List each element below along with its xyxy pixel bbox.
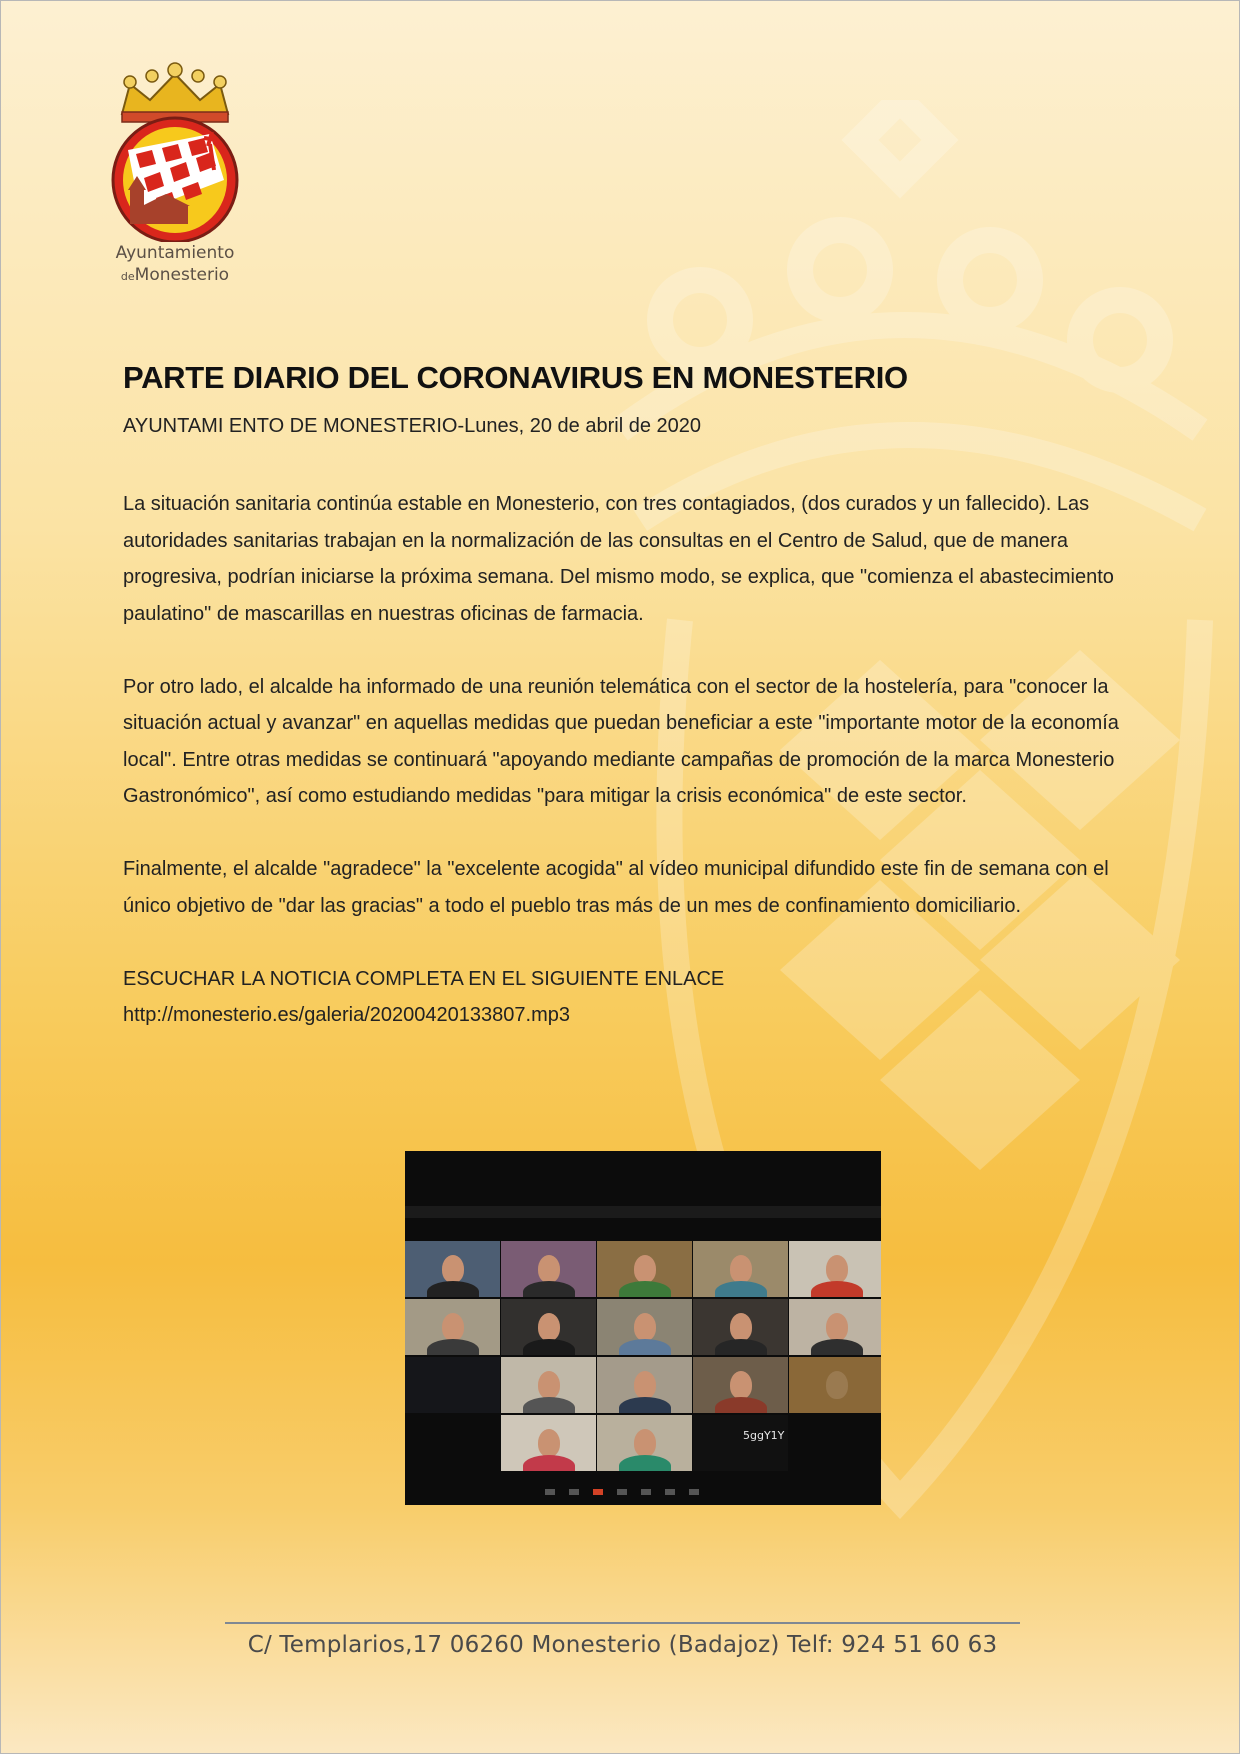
participant-tile <box>501 1299 596 1355</box>
control-icon <box>545 1489 555 1495</box>
paragraph-2: Por otro lado, el alcalde ha informado de una reunión telemática con el sector de la hostelería, para "conocer la situación actual y avanzar" en aquellas medidas que puedan beneficiar a este "importante motor de la economía local". Entre otras medidas se continuará "apoyando mediante campañas de promoción de la marca Monesterio Gastronómico", así como estudiando medidas "para mitigar la crisis económica" de este sector. <box>123 675 1119 807</box>
paragraph-1: La situación sanitaria continúa estable en Monesterio, con tres contagiados, (dos curados y un fallecido). Las autoridades sanitarias trabajan en la normalización de las consultas en el Centro de Salud, que de manera progresiva, podrían iniciarse la próxima semana. Del mismo modo, se explica, que "comienza el abastecimiento paulatino" de mascarillas en nuestras oficinas de farmacia. <box>123 493 1114 625</box>
video-call-toolbar <box>405 1206 881 1218</box>
control-icon <box>689 1489 699 1495</box>
footer-divider <box>225 1622 1020 1624</box>
participant-tile <box>789 1299 881 1355</box>
participant-tile <box>405 1299 500 1355</box>
logo-line-ayuntamiento: Ayuntamiento <box>115 243 235 263</box>
control-icon <box>641 1489 651 1495</box>
participant-tile <box>789 1357 881 1413</box>
article-body <box>123 486 1123 1034</box>
paragraph-3: Finalmente, el alcalde "agradece" la "excelente acogida" al vídeo municipal difundido este fin de semana con el único objetivo de "dar las gracias" a todo el pueblo tras más de un mes de confinamiento domiciliario. <box>123 858 1109 917</box>
control-icon <box>569 1489 579 1495</box>
video-call-controls <box>545 1485 765 1499</box>
participant-tile <box>405 1357 500 1413</box>
participant-tile <box>405 1415 500 1471</box>
municipal-logo <box>100 62 250 302</box>
on-screen-code: 5ggY1Y <box>743 1429 785 1442</box>
participant-tile <box>789 1241 881 1297</box>
participant-tile <box>501 1241 596 1297</box>
participant-tile <box>597 1415 692 1471</box>
participant-tile <box>789 1415 881 1471</box>
audio-link-label: ESCUCHAR LA NOTICIA COMPLETA EN EL SIGUIENTE ENLACE <box>123 967 725 990</box>
participant-tile <box>693 1415 788 1471</box>
footer-address: C/ Templarios,17 06260 Monesterio (Badajoz) Telf: 924 51 60 63 <box>247 1632 998 1658</box>
logo-prefix: de <box>120 270 135 283</box>
control-icon <box>617 1489 627 1495</box>
coat-of-arms-icon <box>100 62 250 242</box>
video-call-photo <box>405 1151 881 1505</box>
participant-tile <box>501 1357 596 1413</box>
participant-tile <box>405 1241 500 1297</box>
page-title: PARTE DIARIO DEL CORONAVIRUS EN MONESTERIO <box>123 360 908 395</box>
participant-tile <box>597 1357 692 1413</box>
participant-tile <box>597 1241 692 1297</box>
dateline: AYUNTAMI ENTO DE MONESTERIO-Lunes, 20 de abril de 2020 <box>123 415 701 437</box>
participant-tile <box>693 1299 788 1355</box>
record-icon <box>593 1489 603 1495</box>
control-icon <box>665 1489 675 1495</box>
logo-caption <box>100 242 250 288</box>
participant-tile <box>597 1299 692 1355</box>
audio-link-url[interactable]: http://monesterio.es/galeria/20200420133807.mp3 <box>123 1004 570 1026</box>
logo-town-name: Monesterio <box>134 265 230 285</box>
logo-line-monesterio <box>100 264 250 288</box>
participant-tile <box>693 1241 788 1297</box>
audio-link-block <box>123 961 1123 1034</box>
participant-grid <box>405 1241 881 1471</box>
participant-tile <box>693 1357 788 1413</box>
participant-tile <box>501 1415 596 1471</box>
